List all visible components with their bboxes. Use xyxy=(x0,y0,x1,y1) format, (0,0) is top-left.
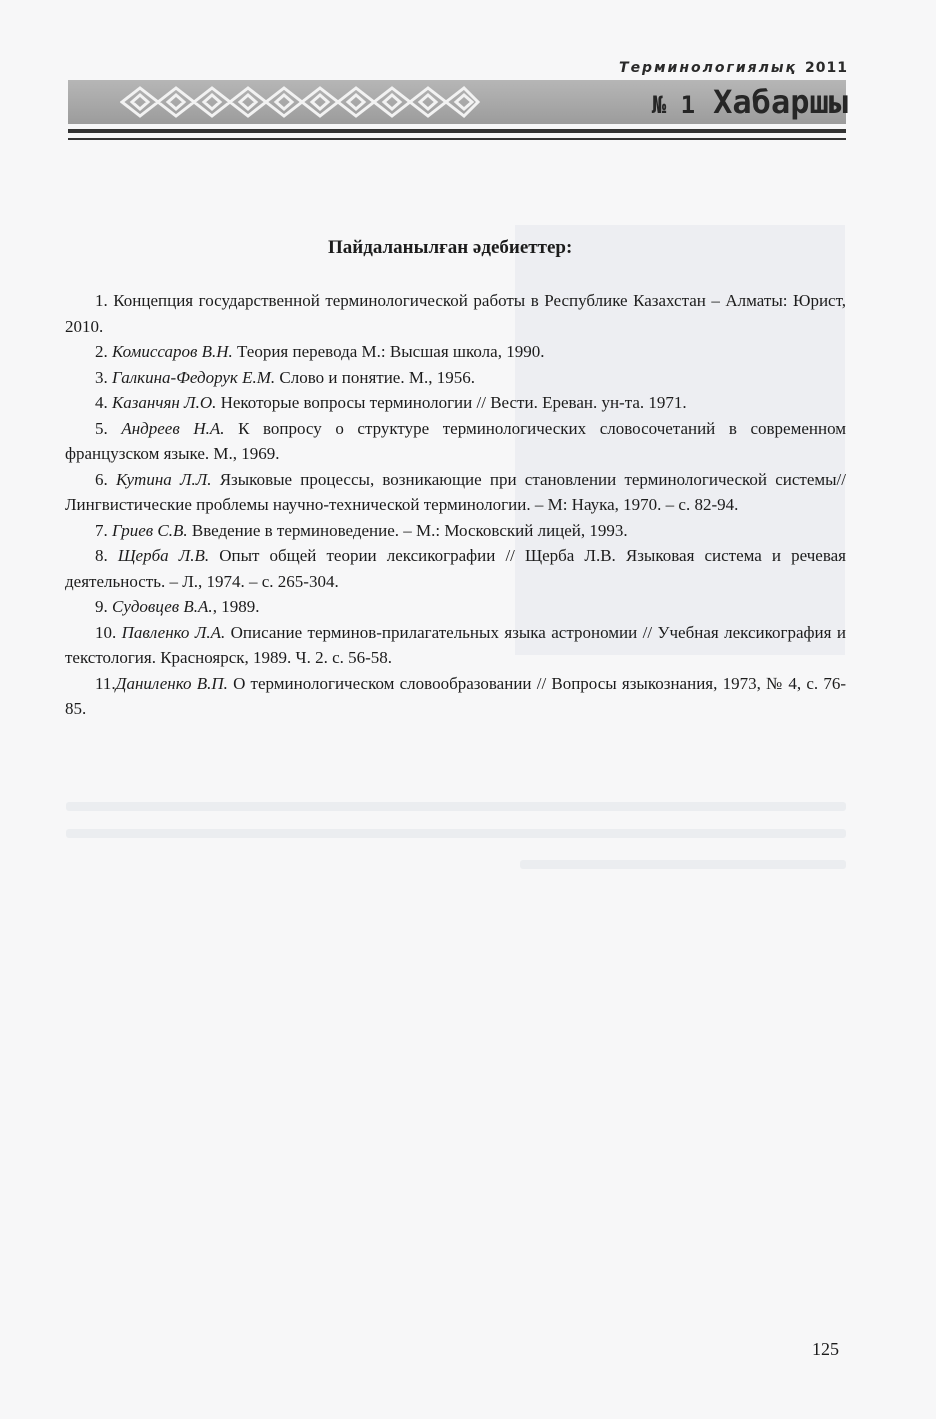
reference-text: Введение в терминоведение. – М.: Московский лицей, 1993. xyxy=(191,520,628,540)
reference-author: Комиссаров В.Н. xyxy=(112,342,233,361)
reference-number: 9. xyxy=(95,597,108,616)
reference-author: Галкина-Федорук Е.М. xyxy=(112,367,276,387)
reference-number: 7. xyxy=(95,520,108,540)
reference-author: Казанчян Л.О. xyxy=(112,393,217,412)
year-label: 2011 xyxy=(805,60,848,76)
journal-title xyxy=(560,80,848,124)
reference-item xyxy=(65,339,846,365)
bleed-through-line xyxy=(66,802,846,811)
journal-series xyxy=(590,60,848,76)
reference-author: Гриев С.В. xyxy=(112,520,188,540)
reference-item xyxy=(65,365,846,391)
reference-number: 8. xyxy=(95,546,108,565)
reference-item xyxy=(65,543,846,594)
reference-text: Языковые процессы, возникающие при становлении терминологической системы// Лингвистические проблемы научно-технической терминологии. – М: Наука, 1970. – с. 82-94. xyxy=(65,469,846,514)
reference-item xyxy=(65,467,846,518)
reference-text: Опыт общей теории лексикографии // Щерба Л.В. Языковая система и речевая деятельность. – Л., 1974. – с. 265-304. xyxy=(65,546,846,591)
reference-author: Даниленко В.П. xyxy=(115,673,228,693)
reference-text: Слово и понятие. М., 1956. xyxy=(279,367,475,387)
references-list xyxy=(65,288,846,722)
reference-number: 10. xyxy=(95,622,117,642)
reference-item xyxy=(65,288,846,339)
reference-item xyxy=(65,594,846,620)
reference-item xyxy=(65,518,846,544)
reference-item xyxy=(65,416,846,467)
issue-number: № 1 xyxy=(651,91,696,119)
reference-text: К вопросу о структуре терминологических словосочетаний в современном французском языке. М., 1969. xyxy=(65,418,847,463)
header-rule xyxy=(68,138,846,140)
reference-item xyxy=(65,671,846,722)
reference-number: 1. xyxy=(95,291,108,310)
reference-number: 6. xyxy=(95,469,108,489)
reference-text: Концепция государственной терминологической работы в Республике Казахстан – Алматы: Юрист, 2010. xyxy=(65,291,847,336)
reference-number: 4. xyxy=(95,393,108,412)
ornament-icon xyxy=(120,84,480,120)
reference-author: Судовцев В.А. xyxy=(112,597,213,616)
reference-number: 5. xyxy=(95,418,108,438)
reference-item xyxy=(65,390,846,416)
page-number: 125 xyxy=(812,1339,839,1359)
bleed-through-line xyxy=(520,860,846,869)
reference-author: Павленко Л.А. xyxy=(121,622,226,642)
reference-number: 11. xyxy=(95,673,116,693)
reference-author: Щерба Л.В. xyxy=(117,546,210,565)
reference-item xyxy=(65,620,846,671)
journal-name: Хабаршы xyxy=(713,83,848,121)
reference-text: Некоторые вопросы терминологии // Вести. Ереван. ун-та. 1971. xyxy=(220,393,687,412)
reference-number: 2. xyxy=(95,342,108,361)
reference-number: 3. xyxy=(95,367,108,387)
references-heading: Пайдаланылған әдебиеттер: xyxy=(328,237,573,258)
reference-text: , 1989. xyxy=(212,597,260,616)
bleed-through-line xyxy=(66,829,846,838)
series-label: Терминологиялық xyxy=(619,60,798,76)
header-rule xyxy=(68,129,846,133)
reference-text: Теория перевода М.: Высшая школа, 1990. xyxy=(237,342,545,361)
reference-author: Андреев Н.А. xyxy=(121,418,225,438)
reference-text: Описание терминов-прилагательных языка астрономии // Учебная лексикография и текстология. Красноярск, 1989. Ч. 2. с. 56-58. xyxy=(65,622,846,667)
reference-text: О терминологическом словообразовании // Вопросы языкознания, 1973, № 4, с. 76-85. xyxy=(65,673,846,718)
reference-author: Кутина Л.Л. xyxy=(115,469,212,489)
